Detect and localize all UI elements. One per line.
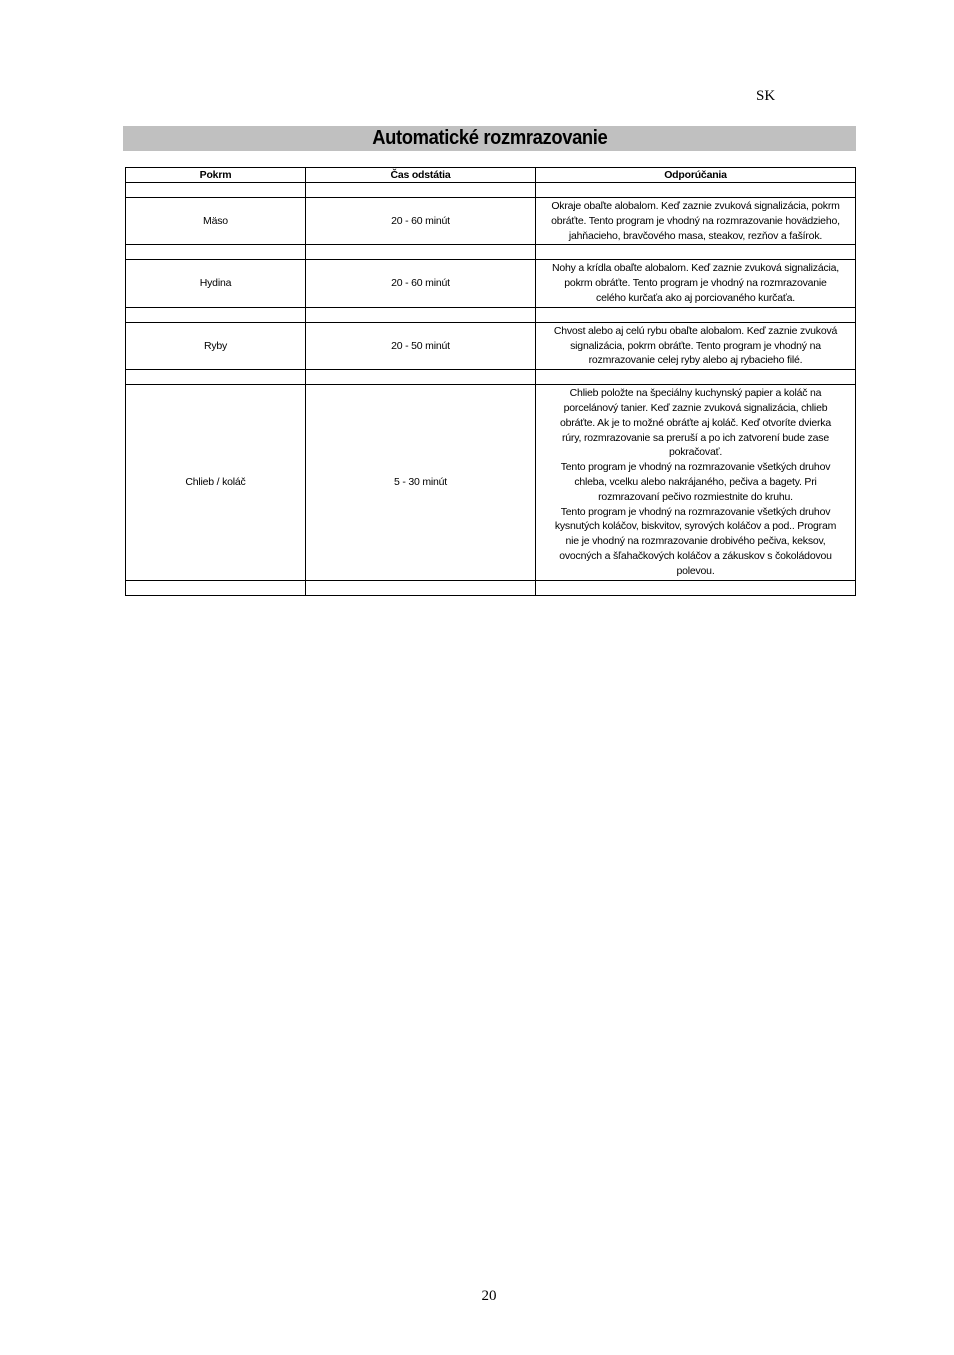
recommendation-line: Okraje obaľte alobalom. Keď zaznie zvuková signalizácia, pokrm xyxy=(551,200,840,212)
table-row xyxy=(126,322,856,369)
defrost-table xyxy=(125,167,856,596)
empty-cell xyxy=(536,183,856,198)
empty-cell xyxy=(306,307,536,322)
empty-cell xyxy=(126,370,306,385)
time-cell: 20 - 60 minút xyxy=(306,198,536,245)
empty-cell xyxy=(536,370,856,385)
food-cell: Hydina xyxy=(126,260,306,307)
recommendation-cell xyxy=(536,322,856,369)
empty-cell xyxy=(306,370,536,385)
table-spacer-row xyxy=(126,245,856,260)
recommendation-line: rúry, rozmrazovanie sa preruší a po ich zatvorení bude zase xyxy=(562,431,829,444)
empty-cell xyxy=(126,245,306,260)
recommendation-line: Tento program je vhodný na rozmrazovanie všetkých druhov xyxy=(560,461,831,474)
recommendation-line: polevou. xyxy=(676,564,715,577)
food-cell: Chlieb / koláč xyxy=(126,385,306,580)
recommendation-line: obráťte. Ak je to možné obráťte aj koláč. Keď otvoríte dvierka xyxy=(560,416,831,429)
food-cell: Mäso xyxy=(126,198,306,245)
defrost-table-container xyxy=(125,167,855,596)
recommendation-line: Nohy a krídla obaľte alobalom. Keď zaznie zvuková signalizácia, xyxy=(552,262,839,275)
empty-cell xyxy=(536,580,856,595)
empty-cell xyxy=(536,245,856,260)
recommendation-line: kysnutých koláčov, biskvitov, syrových koláčov a pod.. Program xyxy=(554,520,837,533)
recommendation-line: signalizácia, pokrm obráťte. Tento program je vhodný na xyxy=(570,339,821,352)
page-number: 20 xyxy=(481,1288,497,1304)
table-spacer-row xyxy=(126,370,856,385)
recommendation-cell xyxy=(536,385,856,580)
empty-cell xyxy=(536,307,856,322)
empty-cell xyxy=(306,183,536,198)
recommendation-line: ovocných a šľahačkových koláčov a zákuskov s čokoládovou xyxy=(559,549,832,562)
recommendation-line: jahňacieho, bravčového masa, steakov, rezňov a fašírok. xyxy=(568,229,823,242)
column-header-food: Pokrm xyxy=(126,168,306,183)
table-spacer-row xyxy=(126,580,856,595)
recommendation-line: rozmrazovaní pečivo rozmiestnite do kruhu. xyxy=(598,490,793,503)
time-cell: 20 - 50 minút xyxy=(306,322,536,369)
empty-cell xyxy=(126,307,306,322)
recommendation-line: celého kurčaťa ako aj porciovaného kurčaťa. xyxy=(596,291,795,304)
empty-cell xyxy=(306,580,536,595)
table-header-row xyxy=(126,168,856,183)
time-cell: 20 - 60 minút xyxy=(306,260,536,307)
column-header-recommendations: Odporúčania xyxy=(536,168,856,183)
table-row xyxy=(126,198,856,245)
language-code: SK xyxy=(756,88,776,104)
recommendation-line: rozmrazovanie celej ryby alebo aj rybacieho filé. xyxy=(588,354,803,367)
page-title: Automatické rozmrazovanie xyxy=(371,127,608,149)
time-cell: 5 - 30 minút xyxy=(306,385,536,580)
column-header-standing-time: Čas odstátia xyxy=(306,168,536,183)
empty-cell xyxy=(126,580,306,595)
table-spacer-row xyxy=(126,307,856,322)
empty-cell xyxy=(306,245,536,260)
recommendation-line: Tento program je vhodný na rozmrazovanie všetkých druhov xyxy=(560,505,831,518)
recommendation-cell xyxy=(536,260,856,307)
recommendation-line: Chvost alebo aj celú rybu obaľte alobalom. Keď zaznie zvuková xyxy=(553,324,838,337)
recommendation-line: obráťte. Tento program je vhodný na rozmrazovanie hovädzieho, xyxy=(551,214,840,227)
recommendation-line: porcelánový tanier. Keď zaznie zvuková signalizácia, chlieb xyxy=(563,401,828,414)
table-spacer-row xyxy=(126,183,856,198)
recommendation-line: chleba, vcelku alebo nakrájaného, pečiva a bagety. Pri xyxy=(574,475,817,488)
recommendation-line: pokračovať. xyxy=(668,446,723,459)
empty-cell xyxy=(126,183,306,198)
recommendation-line: pokrm obráťte. Tento program je vhodný na rozmrazovanie xyxy=(564,277,827,290)
recommendation-line: nie je vhodný na rozmrazovanie drobivého pečiva, keksov, xyxy=(565,535,826,548)
food-cell: Ryby xyxy=(126,322,306,369)
recommendation-line: Chlieb položte na špeciálny kuchynský papier a koláč na xyxy=(569,387,822,400)
table-row xyxy=(126,260,856,307)
recommendation-cell xyxy=(536,198,856,245)
table-row xyxy=(126,385,856,580)
section-title-bar xyxy=(123,126,856,151)
